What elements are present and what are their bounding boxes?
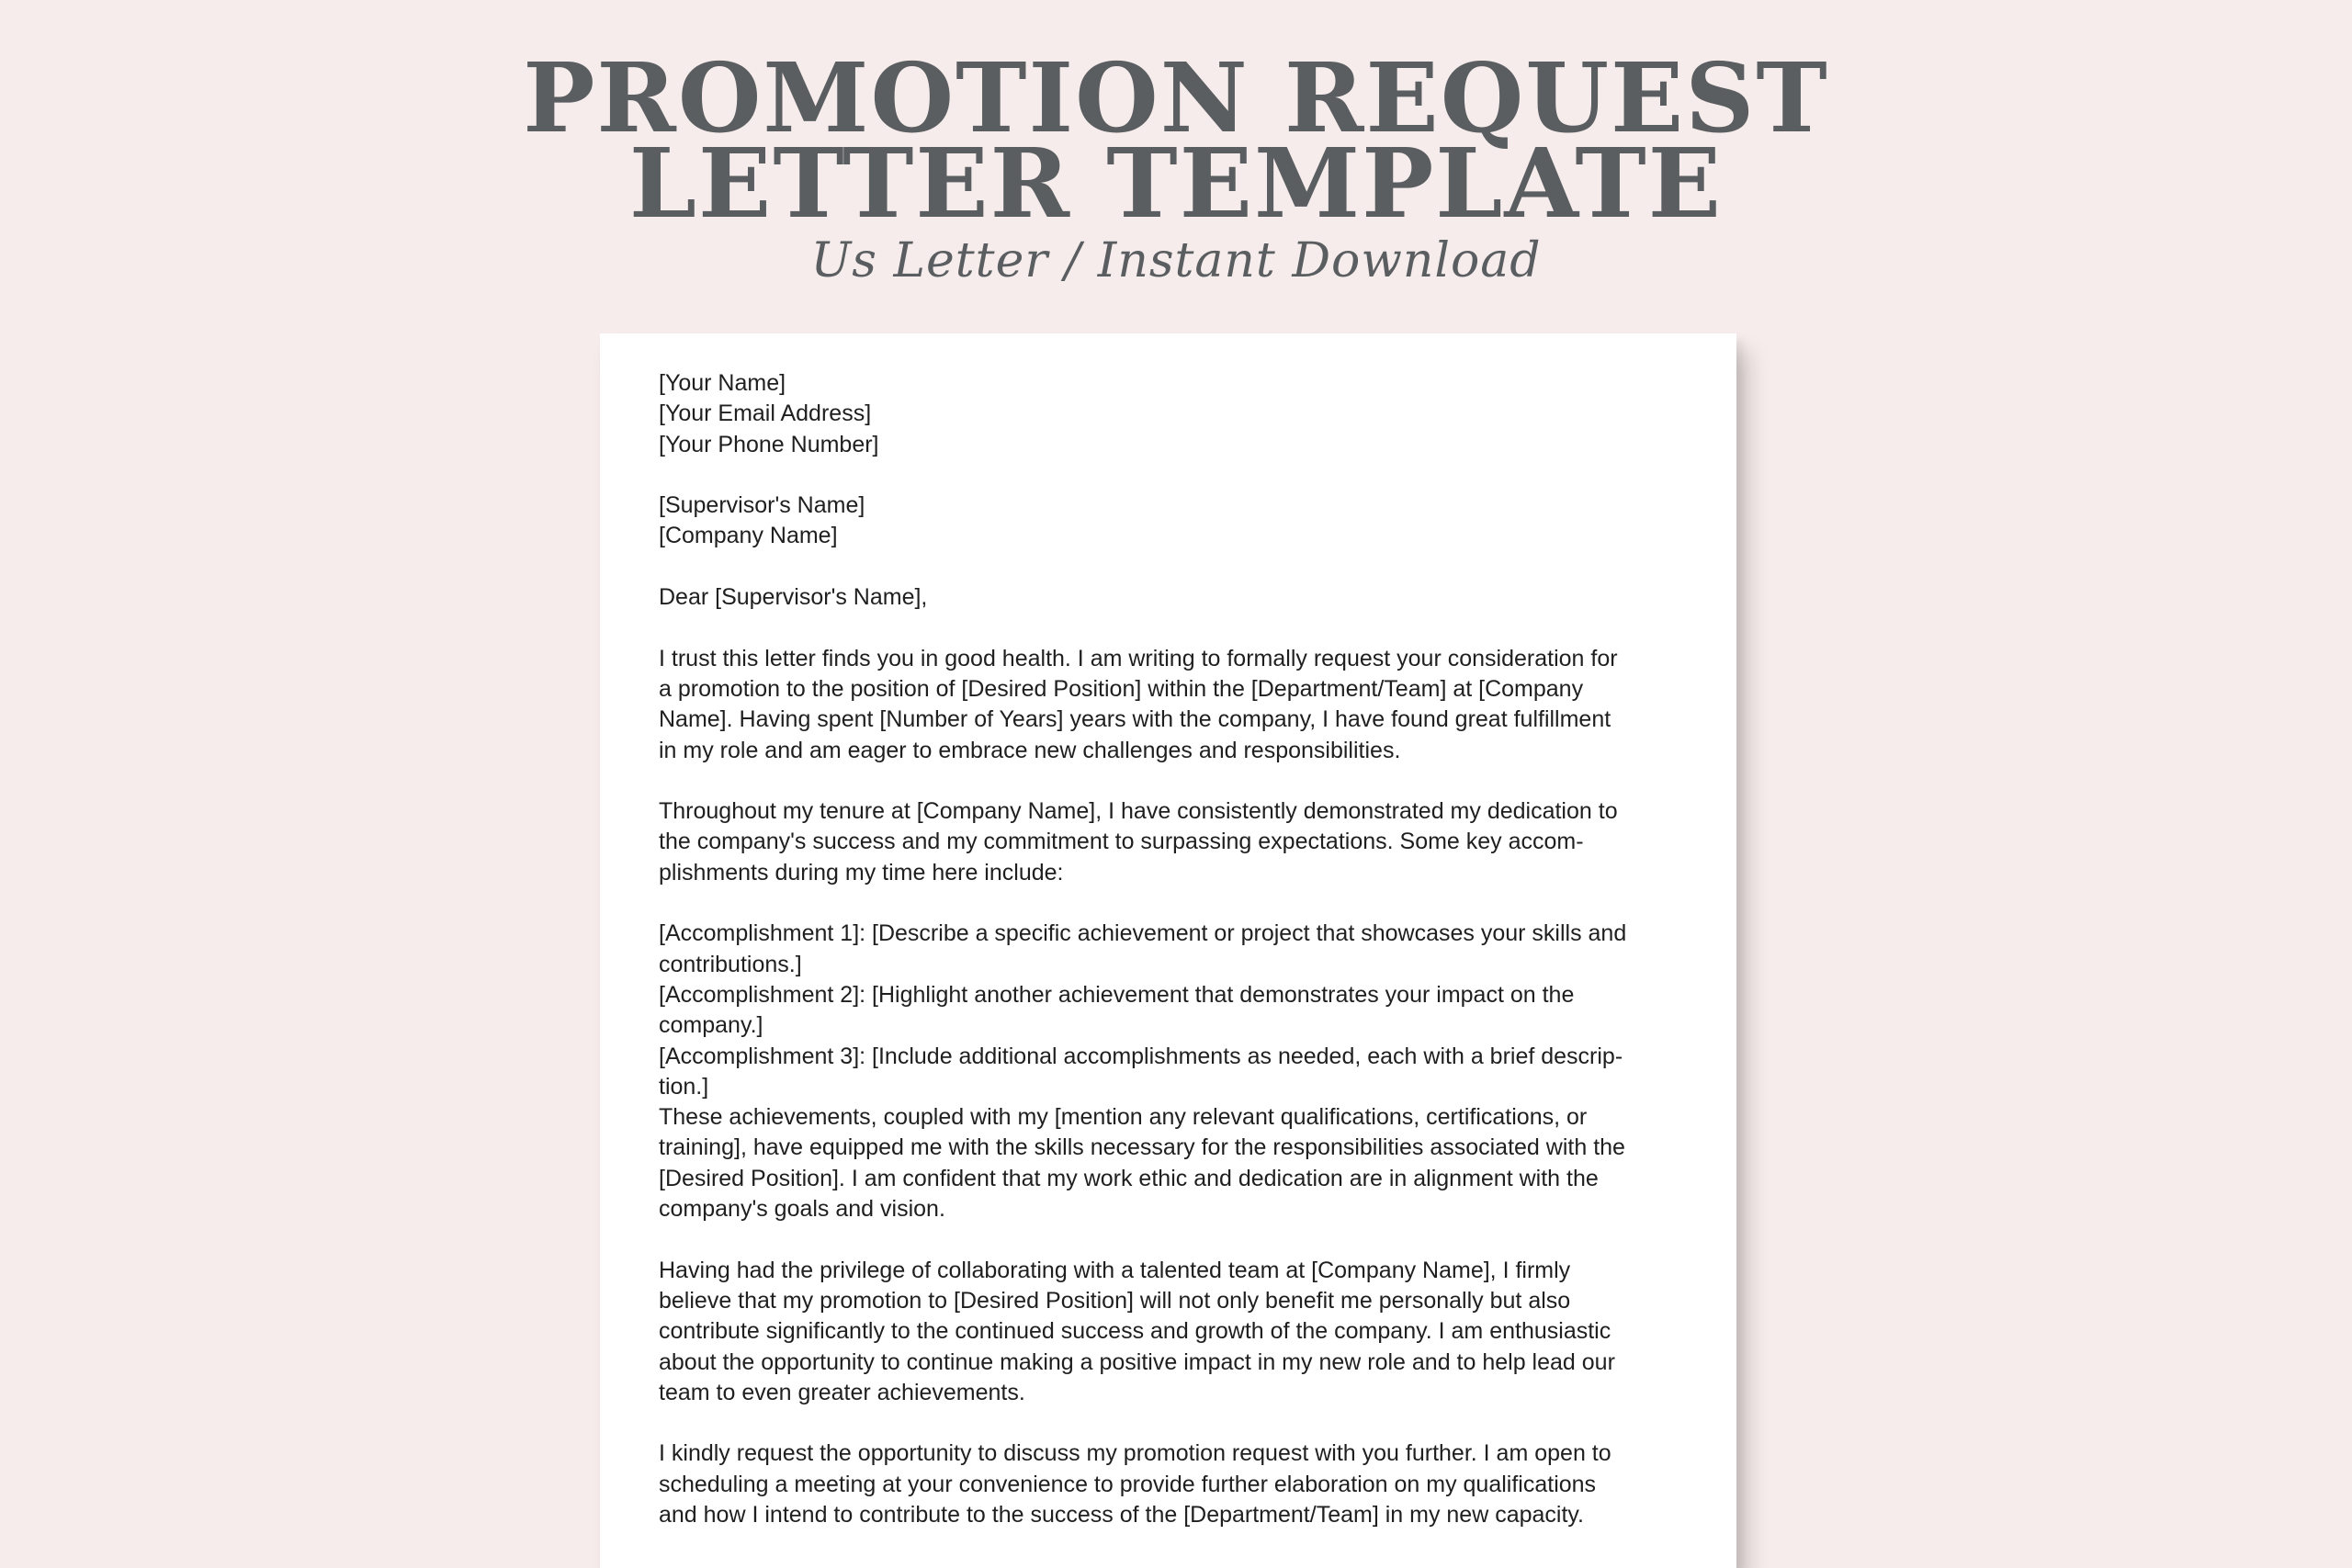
accomplishment-line: company.] [659, 1012, 763, 1039]
accomplishment-line: contributions.] [659, 951, 802, 977]
paragraph-line: about the opportunity to continue making a positive impact in my new role and to help lead our [659, 1348, 1615, 1375]
paragraph-line: Having had the privilege of collaborating with a talented team at [Company Name], I firmly [659, 1257, 1571, 1283]
paragraph-line: scheduling a meeting at your convenience to provide further elaboration on my qualifications [659, 1471, 1597, 1497]
sender-line: [Your Phone Number] [659, 431, 879, 457]
paragraph-line: in my role and am eager to embrace new challenges and responsibilities. [659, 737, 1401, 763]
paragraph-team [659, 1256, 1688, 1408]
letter-page [600, 333, 1736, 1568]
accomplishment-line: [Accomplishment 1]: [Describe a specific achievement or project that showcases your skills and [659, 920, 1627, 947]
paragraph-line: [Desired Position]. I am confident that my work ethic and dedication are in alignment with the [659, 1165, 1599, 1191]
paragraph-line: training], have equipped me with the skills necessary for the responsibilities associated with the [659, 1134, 1625, 1161]
paragraph-line: Throughout my tenure at [Company Name], I have consistently demonstrated my dedication to [659, 798, 1618, 825]
recipient-block [659, 491, 1688, 552]
paragraph-line: contribute significantly to the continued success and growth of the company. I am enthusiastic [659, 1318, 1611, 1345]
paragraph-line: the company's success and my commitment to surpassing expectations. Some key accom- [659, 829, 1584, 855]
paragraph-line: Name]. Having spent [Number of Years] years with the company, I have found great fulfillment [659, 706, 1611, 733]
sender-block [659, 368, 1688, 460]
accomplishment-line: [Accomplishment 2]: [Highlight another achievement that demonstrates your impact on the [659, 981, 1575, 1008]
paragraph-line: team to even greater achievements. [659, 1379, 1025, 1405]
paragraph-line: These achievements, coupled with my [mention any relevant qualifications, certifications, or [659, 1104, 1588, 1131]
paragraph-line: I trust this letter finds you in good health. I am writing to formally request your consideration for [659, 645, 1618, 671]
accomplishment-line: tion.] [659, 1073, 709, 1100]
letter-body [659, 368, 1688, 1530]
paragraph-line: believe that my promotion to [Desired Position] will not only benefit me personally but also [659, 1287, 1571, 1314]
paragraph-line: a promotion to the position of [Desired Position] within the [Department/Team] at [Company [659, 675, 1584, 702]
accomplishment-line: [Accomplishment 3]: [Include additional accomplishments as needed, each with a brief descrip- [659, 1043, 1623, 1069]
sender-line: [Your Email Address] [659, 400, 872, 427]
page-title-line-2: LETTER TEMPLATE [628, 127, 1724, 240]
paragraph-intro [659, 644, 1688, 766]
paragraph-tenure [659, 796, 1688, 888]
accomplishments-list [659, 919, 1688, 1224]
sender-line: [Your Name] [659, 370, 786, 396]
paragraph-line: company's goals and vision. [659, 1196, 945, 1223]
paragraph-line: and how I intend to contribute to the success of the [Department/Team] in my new capacity. [659, 1501, 1585, 1528]
recipient-line: [Supervisor's Name] [659, 492, 865, 519]
paragraph-line: plishments during my time here include: [659, 859, 1064, 886]
paragraph-request [659, 1438, 1688, 1530]
recipient-line: [Company Name] [659, 523, 838, 549]
salutation: Dear [Supervisor's Name], [659, 584, 928, 611]
paragraph-line: I kindly request the opportunity to discuss my promotion request with you further. I am open to [659, 1440, 1611, 1467]
page-subtitle: Us Letter / Instant Download [810, 233, 1542, 288]
page-title-line-1: PROMOTION REQUEST [523, 41, 1829, 154]
